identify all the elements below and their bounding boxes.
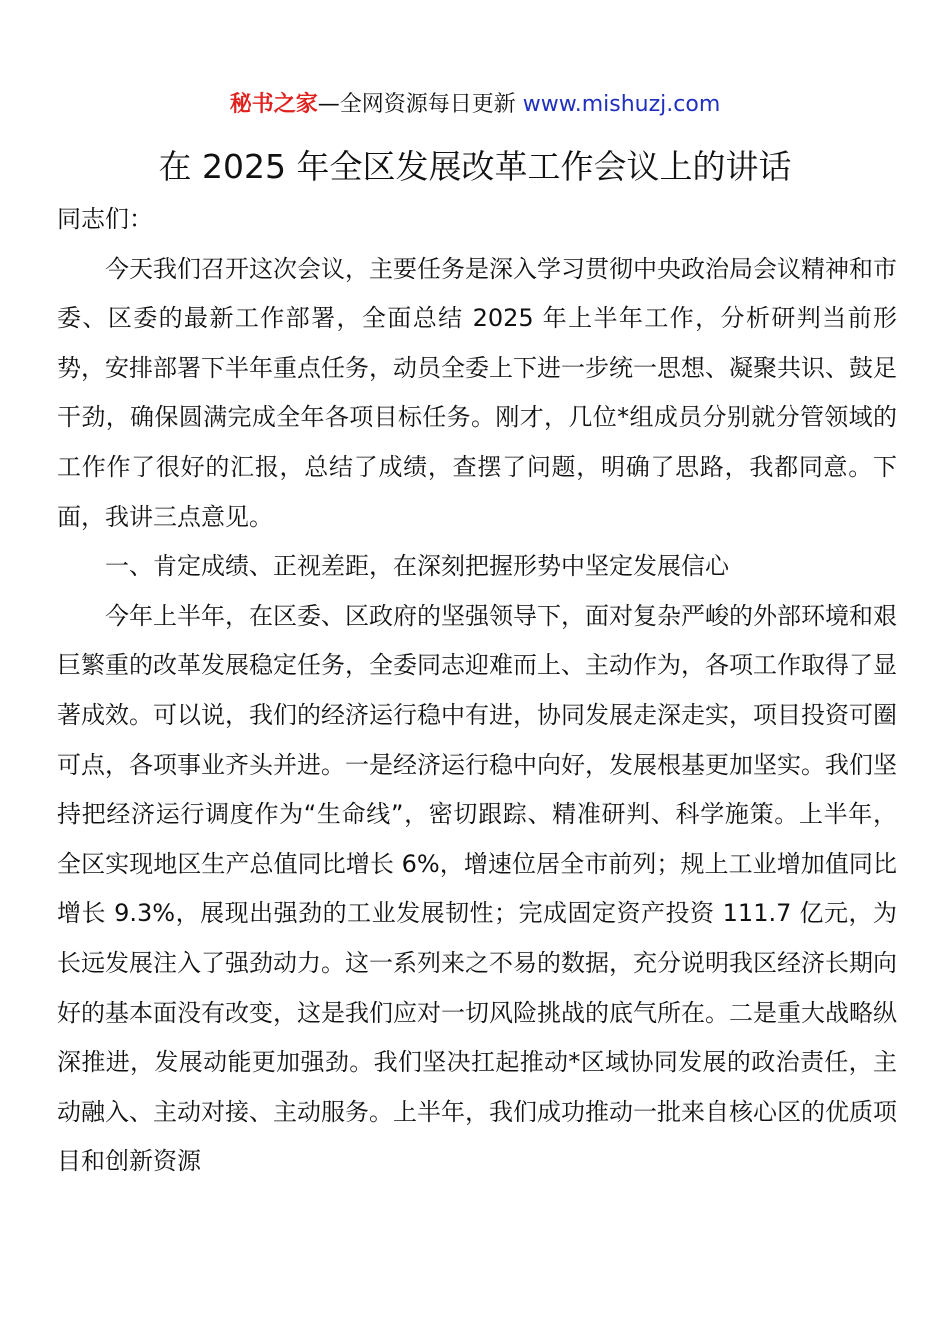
site-header — [0, 88, 950, 122]
paragraph-achievements: 今年上半年，在区委、区政府的坚强领导下，面对复杂严峻的外部环境和艰巨繁重的改革发展稳定任务，全委同志迎难而上、主动作为，各项工作取得了显著成效。可以说，我们的经济运行稳中有进，协同发展走深走实，项目投资可圈可点，各项事业齐头并进。一是经济运行稳中向好，发展根基更加坚实。我们坚持把经济运行调度作为“生命线”，密切跟踪、精准研判、科学施策。上半年，全区实现地区生产总值同比增长 6%，增速位居全市前列；规上工业增加值同比增长 9.3%，展现出强劲的工业发展韧性；完成固定资产投资 111.7 亿元，为长远发展注入了强劲动力。这一系列来之不易的数据，充分说明我区经济长期向好的基本面没有改变，这是我们应对一切风险挑战的底气所在。二是重大战略纵深推进，发展动能更加强劲。我们坚决扛起推动*区域协同发展的政治责任，主动融入、主动对接、主动服务。上半年，我们成功推动一批来自核心区的优质项目和创新资源 — [57, 601, 897, 1176]
site-brand: 秘书之家 — [229, 92, 318, 117]
salutation: 同志们： — [57, 205, 153, 233]
site-url-link[interactable]: www.mishuzj.com — [522, 92, 721, 117]
document-body — [57, 195, 897, 1187]
paragraph-intro: 今天我们召开这次会议，主要任务是深入学习贯彻中央政治局会议精神和市委、区委的最新工作部署，全面总结 2025 年上半年工作，分析研判当前形势，安排部署下半年重点任务，动员全委上下进一步统一思想、凝聚共识、鼓足干劲，确保圆满完成全年各项目标任务。刚才，几位*组成员分别就分管领域的工作作了很好的汇报，总结了成绩，查摆了问题，明确了思路，我都同意。下面，我讲三点意见。 — [57, 254, 897, 531]
section-heading-1: 一、肯定成绩、正视差距，在深刻把握形势中坚定发展信心 — [105, 552, 729, 581]
document-title: 在 2025 年全区发展改革工作会议上的讲话 — [158, 147, 792, 186]
site-tagline: —全网资源每日更新 — [317, 92, 523, 117]
